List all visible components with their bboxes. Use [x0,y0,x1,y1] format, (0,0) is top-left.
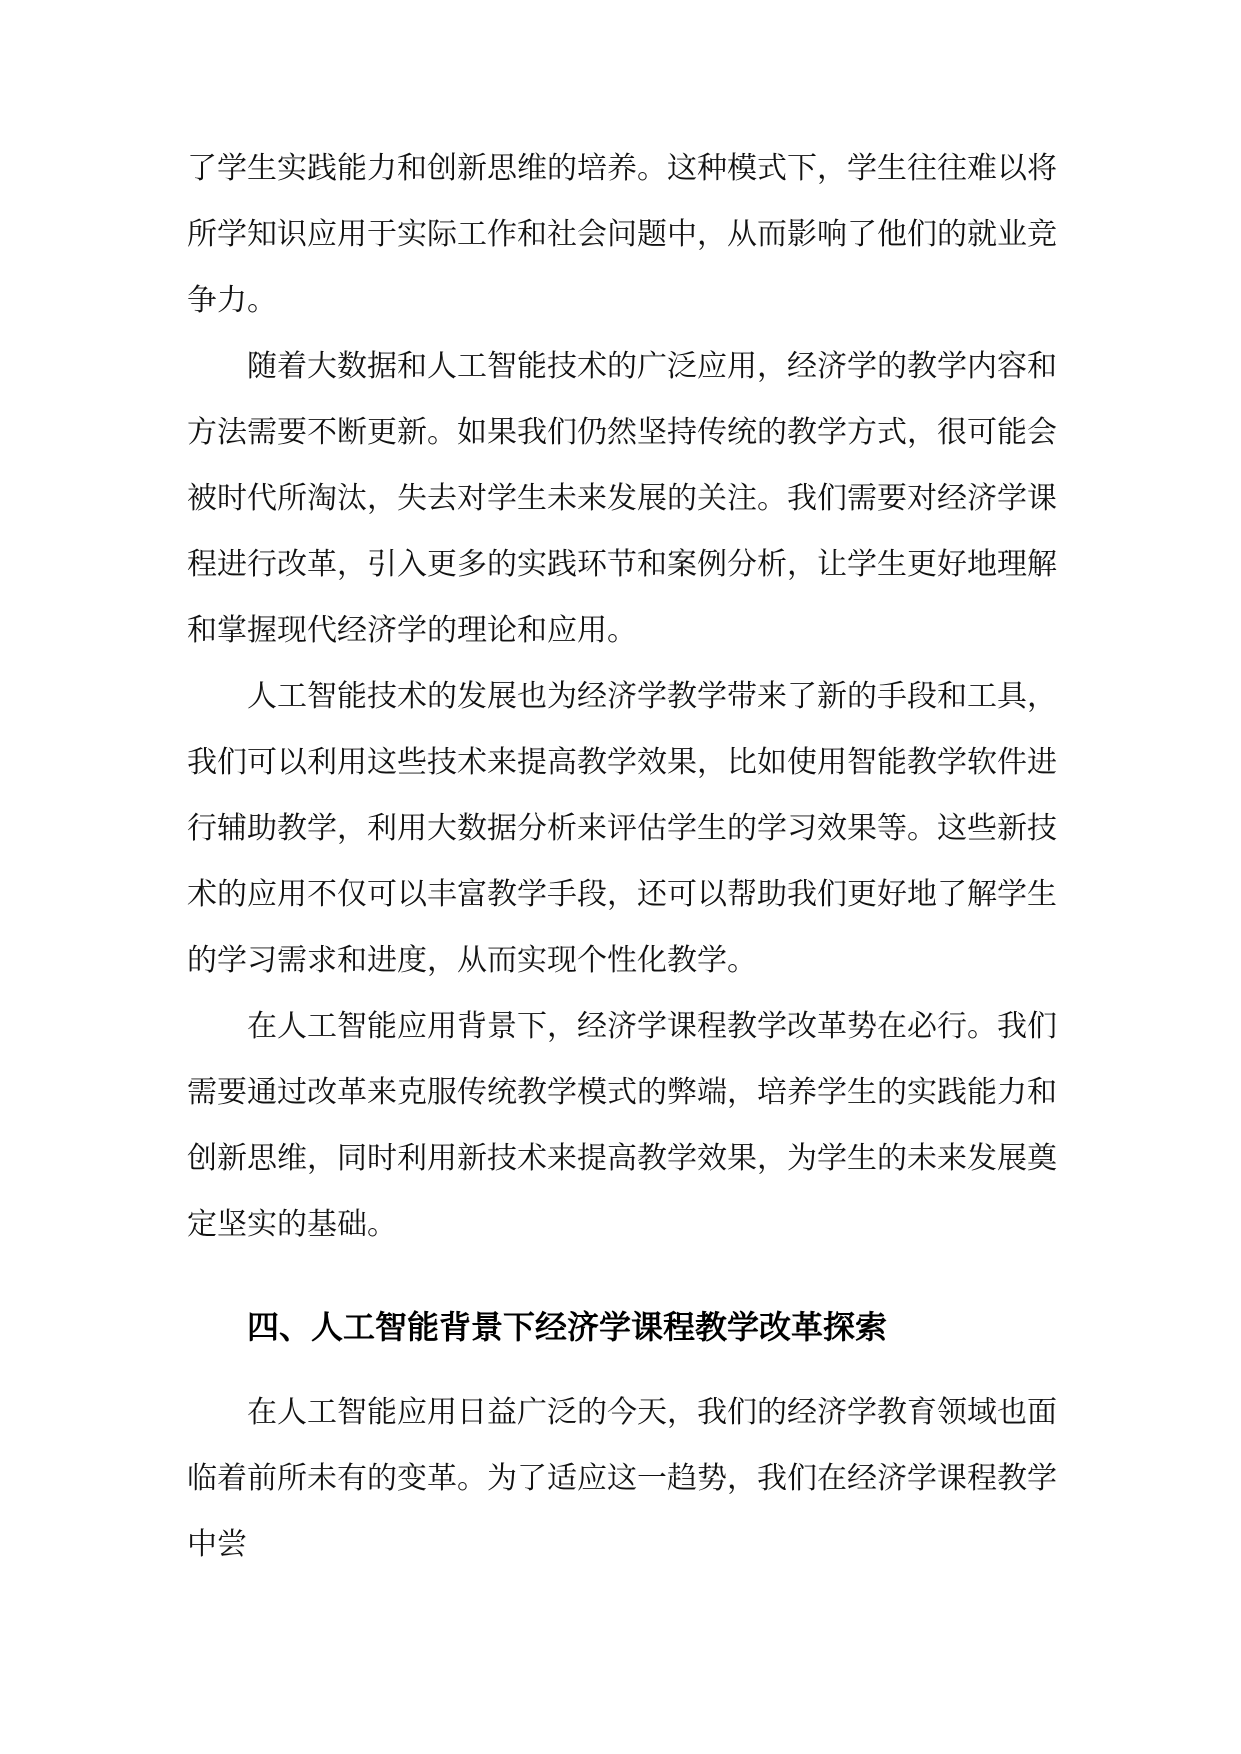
paragraph-ai-teaching-tools: 人工智能技术的发展也为经济学教学带来了新的手段和工具，我们可以利用这些技术来提高教学效果，比如使用智能教学软件进行辅助教学，利用大数据分析来评估学生的学习效果等。这些新技术的应用不仅可以丰富教学手段，还可以帮助我们更好地了解学生的学习需求和进度，从而实现个性化教学。 [187,679,1057,978]
document-body [187,136,1057,1578]
section-heading: 四、人工智能背景下经济学课程教学改革探索 [247,1308,888,1346]
paragraph-reform-necessity: 在人工智能应用背景下，经济学课程教学改革势在必行。我们需要通过改革来克服传统教学模式的弊端，培养学生的实践能力和创新思维，同时利用新技术来提高教学效果，为学生的未来发展奠定坚实的基础。 [187,1009,1057,1242]
paragraph-reform-exploration: 在人工智能应用日益广泛的今天，我们的经济学教育领域也面临着前所未有的变革。为了适应这一趋势，我们在经济学课程教学中尝 [187,1395,1057,1562]
paragraph-continuation: 了学生实践能力和创新思维的培养。这种模式下，学生往往难以将所学知识应用于实际工作和社会问题中，从而影响了他们的就业竞争力。 [187,151,1057,318]
paragraph-big-data-ai: 随着大数据和人工智能技术的广泛应用，经济学的教学内容和方法需要不断更新。如果我们仍然坚持传统的教学方式，很可能会被时代所淘汰，失去对学生未来发展的关注。我们需要对经济学课程进行改革，引入更多的实践环节和案例分析，让学生更好地理解和掌握现代经济学的理论和应用。 [187,349,1057,648]
